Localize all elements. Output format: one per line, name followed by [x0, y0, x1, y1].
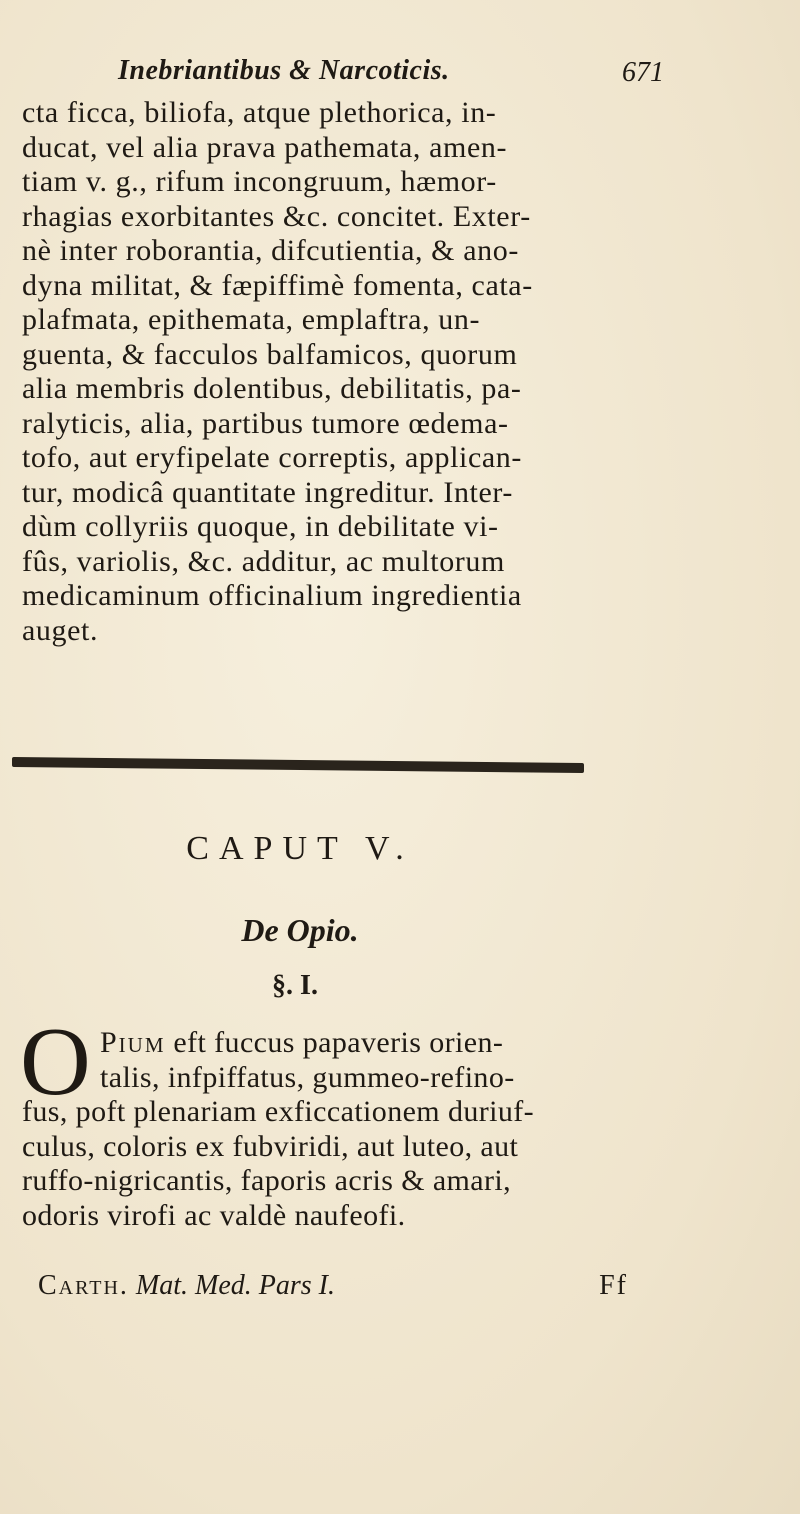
section-divider-rule [12, 757, 584, 773]
page-footer [38, 1270, 658, 1310]
text-line: tiam v. g., rifum incongruum, hæmor- [22, 165, 497, 198]
text-line: ruffo-nigricantis, faporis acris & amari, [22, 1164, 512, 1197]
footer-reference [38, 1270, 335, 1301]
signature-mark: Ff [599, 1270, 628, 1301]
text-line: guenta, & facculos balfamicos, quorum [22, 337, 518, 371]
text-line: odoris virofi ac valdè naufeofi. [22, 1198, 406, 1232]
text-line: fus, poft plenariam exficcationem duriuf- [22, 1095, 535, 1128]
lead-small-caps: Pium [100, 1026, 166, 1059]
text-fragment: eft fuccus papaveris orien- [165, 1026, 504, 1059]
text-line: tur, modicâ quantitate ingreditur. Inter- [22, 475, 513, 509]
section-number: §. I. [272, 970, 318, 1001]
text-line: ralyticis, alia, partibus tumore œdema- [22, 406, 509, 440]
text-line: dùm collyriis quoque, in debilitate vi- [22, 510, 499, 543]
drop-cap-letter: O [20, 1008, 92, 1116]
text-line: nè inter roborantia, difcutientia, & ano- [22, 234, 519, 267]
text-line: tofo, aut eryfipelate correptis, applican- [22, 441, 522, 474]
text-line: auget. [22, 613, 99, 647]
text-line: rhagias exorbitantes &c. concitet. Exter- [22, 199, 531, 233]
text-line: alia membris dolentibus, debilitatis, pa- [22, 372, 522, 405]
running-header [118, 55, 664, 99]
continued-paragraph [22, 96, 652, 648]
text-line: fûs, variolis, &c. additur, ac multorum [22, 544, 505, 578]
section-paragraph [20, 1008, 642, 1232]
text-line: dyna militat, & fæpiffimè fomenta, cata- [22, 268, 533, 302]
page-number: 671 [622, 57, 664, 88]
reference-work: Mat. Med. Pars I. [135, 1270, 335, 1301]
text-line [22, 1025, 642, 1060]
text-line: culus, coloris ex fubviridi, aut luteo, aut [22, 1129, 519, 1163]
text-line: medicaminum officinalium ingredientia [22, 579, 522, 612]
reference-author: Carth. [38, 1270, 129, 1301]
text-line: cta ficca, biliofa, atque plethorica, in- [22, 96, 497, 129]
chapter-subtitle: De Opio. [241, 912, 359, 948]
text-line: plafmata, epithemata, emplaftra, un- [22, 303, 481, 336]
running-title: Inebriantibus & Narcoticis. [118, 55, 450, 86]
chapter-title: CAPUT V. [186, 830, 414, 867]
text-line: talis, infpiffatus, gummeo-refino- [100, 1060, 515, 1094]
text-line: ducat, vel alia prava pathemata, amen- [22, 130, 508, 164]
